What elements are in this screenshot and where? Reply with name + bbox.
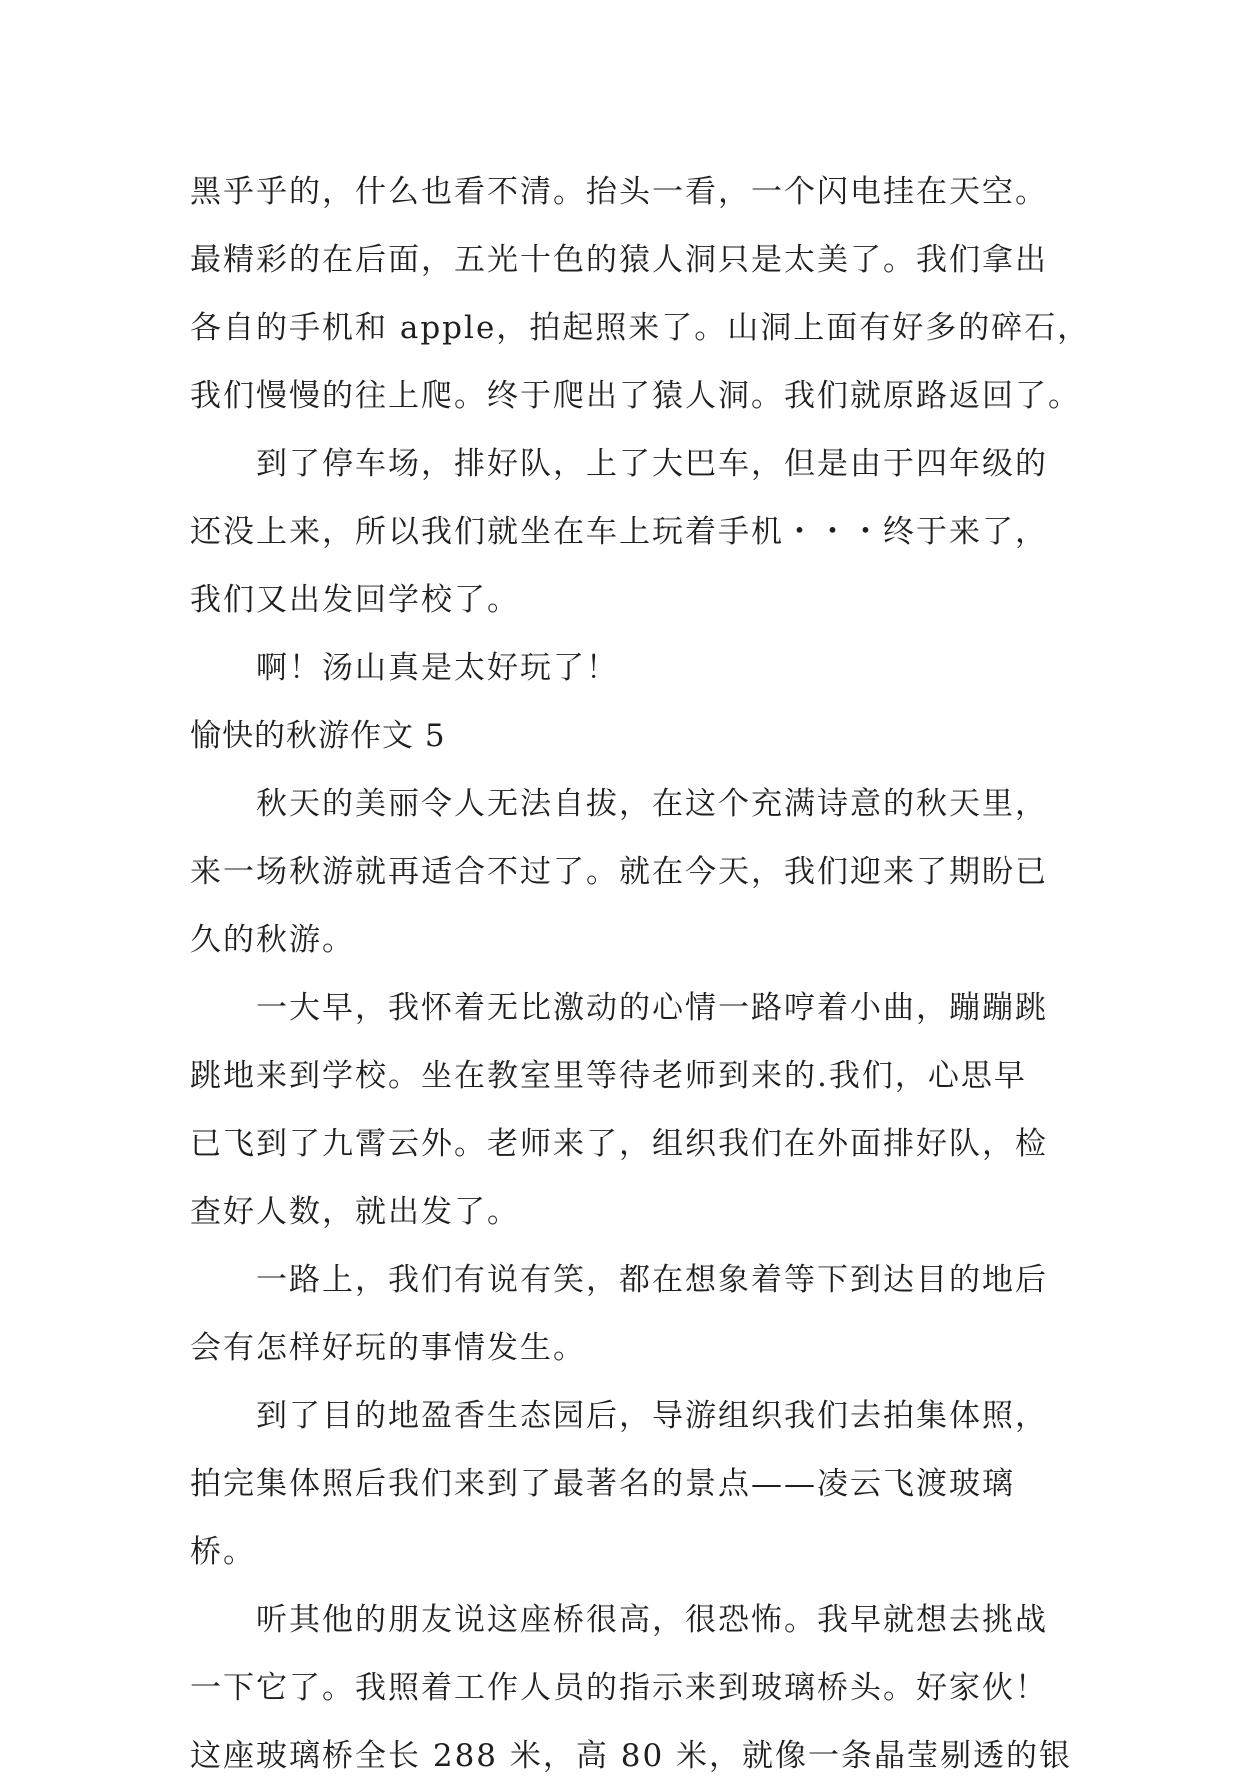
section-heading: 愉快的秋游作文 5 — [190, 718, 446, 754]
paragraph-first-line: 到了停车场，排好队，上了大巴车，但是由于四年级的 — [256, 446, 1048, 482]
text-line: 拍完集体照后我们来到了最著名的景点——凌云飞渡玻璃 — [190, 1466, 1015, 1502]
text-line: 久的秋游。 — [190, 922, 355, 958]
document-body — [190, 158, 1091, 1790]
text-line: 最精彩的在后面，五光十色的猿人洞只是太美了。我们拿出 — [190, 242, 1048, 278]
paragraph-first-line: 听其他的朋友说这座桥很高，很恐怖。我早就想去挑战 — [256, 1602, 1048, 1638]
text-line: 黑乎乎的，什么也看不清。抬头一看，一个闪电挂在天空。 — [190, 174, 1048, 210]
text-line: 会有怎样好玩的事情发生。 — [190, 1330, 586, 1366]
text-line: 各自的手机和 apple，拍起照来了。山洞上面有好多的碎石， — [190, 310, 1091, 346]
text-line: 来一场秋游就再适合不过了。就在今天，我们迎来了期盼已 — [190, 854, 1048, 890]
text-line: 桥。 — [190, 1534, 256, 1570]
text-line: 查好人数，就出发了。 — [190, 1194, 520, 1230]
text-line: 我们慢慢的往上爬。终于爬出了猿人洞。我们就原路返回了。 — [190, 378, 1081, 414]
paragraph-first-line: 一大早，我怀着无比激动的心情一路哼着小曲，蹦蹦跳 — [256, 990, 1048, 1026]
paragraph-first-line: 一路上，我们有说有笑，都在想象着等下到达目的地后 — [256, 1262, 1048, 1298]
text-line: 跳地来到学校。坐在教室里等待老师到来的.我们，心思早 — [190, 1058, 1027, 1094]
text-line: 已飞到了九霄云外。老师来了，组织我们在外面排好队，检 — [190, 1126, 1048, 1162]
text-line: 这座玻璃桥全长 288 米，高 80 米，就像一条晶莹剔透的银 — [190, 1738, 1073, 1774]
text-line: 一下它了。我照着工作人员的指示来到玻璃桥头。好家伙！ — [190, 1670, 1048, 1706]
paragraph-first-line: 秋天的美丽令人无法自拔，在这个充满诗意的秋天里， — [256, 786, 1048, 822]
paragraph-first-line: 到了目的地盈香生态园后，导游组织我们去拍集体照， — [256, 1398, 1048, 1434]
text-line: 我们又出发回学校了。 — [190, 582, 520, 618]
text-line: 还没上来，所以我们就坐在车上玩着手机・・・终于来了， — [190, 514, 1048, 550]
paragraph-first-line: 啊！汤山真是太好玩了！ — [256, 650, 619, 686]
